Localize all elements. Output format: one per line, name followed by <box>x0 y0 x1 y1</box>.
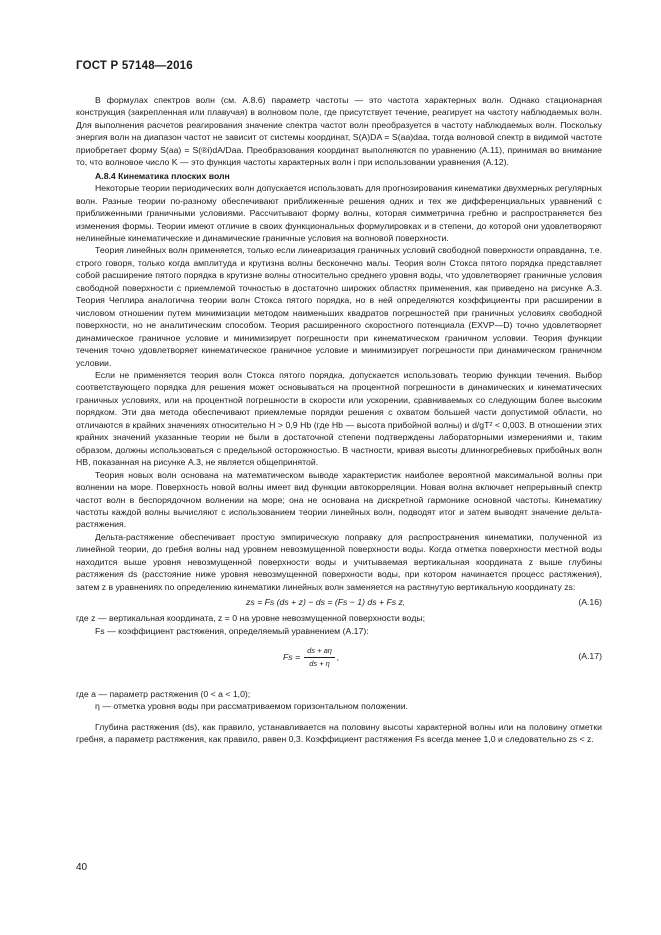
formula-a17-fraction <box>283 646 339 669</box>
page-number: 40 <box>76 862 88 873</box>
paragraph-spectra: В формулах спектров волн (см. А.8.6) параметр частоты — это частота характерных волн. Однако стационарная конструкция (закрепленная или плавучая) в волновом поле, где присутствует течение, реагирует на частоту наблюдаемых волн. Для выполнения расчетов реагирования значение спектра частот волн преобразуется в частоту наблюдаемых волн. Поскольку энергия волн на диапазон частот не зависит от системы координат, S(A)DA = S(aa)daa, тогда волновой спектр в видимой частоте приобретает форму S(aa) = S(®i)dA/Daa. Преобразования координат выполняются по уравнению (А.11), принимая во внимание то, что волновое число K — это функция частоты характерных волн i при использовании уравнения (А.12). <box>76 95 602 168</box>
paragraph-delta-stretching: Дельта-растяжение обеспечивает простую эмпирическую поправку для распространения кинематики, полученной из линейной теории, до гребня волны над уровнем невозмущенной поверхности воды. Когда отметка поверхности местной воды находится выше уровня невозмущенной поверхности воды и учитываемая вертикальная координата z выше глубины растяжения ds (расстояние ниже уровня невозмущенной поверхности воды, при котором начинается процесс растяжения), затем z в уравнениях по определению кинематики линейных волн заменяется на растянутую вертикальную координату zs: <box>76 531 602 592</box>
paragraph-linear-theory: Теория линейных волн применяется, только если линеаризация граничных условий свободной поверхности оправданна, т.е. строго говоря, только когда амплитуда и крутизна волны бесконечно малы. Теория волн Стокса пятого порядка представляет собой расширение пятого порядка в крутизне волны относительно среднего уровня воды, что удовлетворяет граничные условия свободной поверхности с приемлемой точностью в достаточно широких областях применения, как приведено на рисунке А.3. Теория Чеплира аналогична теории волн Стокса пятого порядка, но в ней определяются коэффициенты при расширении в числовом отношении путем минимизации методом наименьших квадратов погрешностей при граничных условиях свободной поверхности, но не аналитическим способом. Теория расширенного скоростного потенциала (EXVP—D) точно удовлетворяет динамическое граничное условие и минимизирует погрешности при кинематическом граничном условии. Теория функции течения точно удовлетворяет кинематическое граничное условие и минимизирует погрешности при динамическом граничном условии. <box>76 245 602 368</box>
definition-z: где z — вертикальная координата, z = 0 на уровне невозмущенной поверхности воды; <box>76 613 426 624</box>
document-body <box>76 94 602 746</box>
formula-a17-tail: , <box>336 652 340 663</box>
paragraph-stream-function: Если не применяется теория волн Стокса пятого порядка, допускается использовать теорию функции течения. Выбор соответствующего порядка для решения может основываться на процентной погрешности в динамических и кинематических граничных условиях, или на процентной погрешности в скорости или ускорении, сравниваемых со следующим более высоким порядком. Эти два метода обеспечивают приемлемые порядки решения с охватом большей части допустимой области, но отличаются в крайних значениях относительно H > 0,9 Hb (где Hb — высота прибойной волны) и d/gT² < 0,003. В отношении этих крайних значений указанные теории не были в достаточной степени подтверждены лабораторными измерениями и, таким образом, должны использоваться с предельной осторожностью. В частности, кривая высоты длинногребневых прибойных волн HB, показанная на рисунке А.3, не является общепринятой. <box>76 369 602 468</box>
formula-a17-lhs: Fs = <box>283 652 301 663</box>
formula-a17 <box>76 640 602 686</box>
formula-a17-number: (А.17) <box>578 651 602 662</box>
definition-eta: η — отметка уровня воды при рассматриваемом горизонтальном положении. <box>95 701 408 712</box>
document-header: ГОСТ Р 57148—2016 <box>76 60 193 72</box>
formula-a17-numerator: ds + aη <box>304 646 335 658</box>
paragraph-wave-theories: Некоторые теории периодических волн допускается использовать для прогнозирования кинематики двухмерных регулярных волн. Разные теории по-разному обеспечивают приближенные решения одних и тех же дифференциальных уравнений с приближенными граничными условиями. Рассчитывают форму волны, которая симметрична гребню и распространяется без изменения формы. Теории имеют отличие в своих функциональных формулировках и в степени, до которой они удовлетворяют нелинейные кинематические и динамические граничные условия на волновой поверхности. <box>76 183 602 243</box>
formula-a16-expression: zs = Fs (ds + z) − ds = (Fs − 1) ds + Fs z, <box>246 597 406 608</box>
paragraph-stretching-depth: Глубина растяжения (ds), как правило, устанавливается на половину высоты характерной волны или на половину отметки гребня, а параметр растяжения, как правило, равен 0,3. Коэффициент растяжения Fs всегда менее 1,0 и следовательно zs < z. <box>76 721 602 745</box>
paragraph-new-wave: Теория новых волн основана на математическом выводе характеристик наиболее вероятной максимальной волны при волнении на море. Поверхность новой волны имеет вид функции автокорреляции. Новая волна включает непрерывный спектр частот волн в беспорядочном волнении на море; она не основана на дискретной гармонике основной частоты. Кинематику частоты каждой волны вычисляют с использованием теории линейных волн, подводят итог и затем выводят значение дельта-растяжения. <box>76 469 602 530</box>
section-heading: А.8.4 Кинематика плоских волн <box>95 170 230 181</box>
definition-fs: Fs — коэффициент растяжения, определяемый уравнением (А.17): <box>95 625 369 636</box>
formula-a16-number: (А.16) <box>578 597 602 608</box>
definition-a: где a — параметр растяжения (0 < a < 1,0); <box>76 689 251 700</box>
formula-a16 <box>76 596 602 610</box>
formula-a17-denominator: ds + η <box>309 659 330 669</box>
